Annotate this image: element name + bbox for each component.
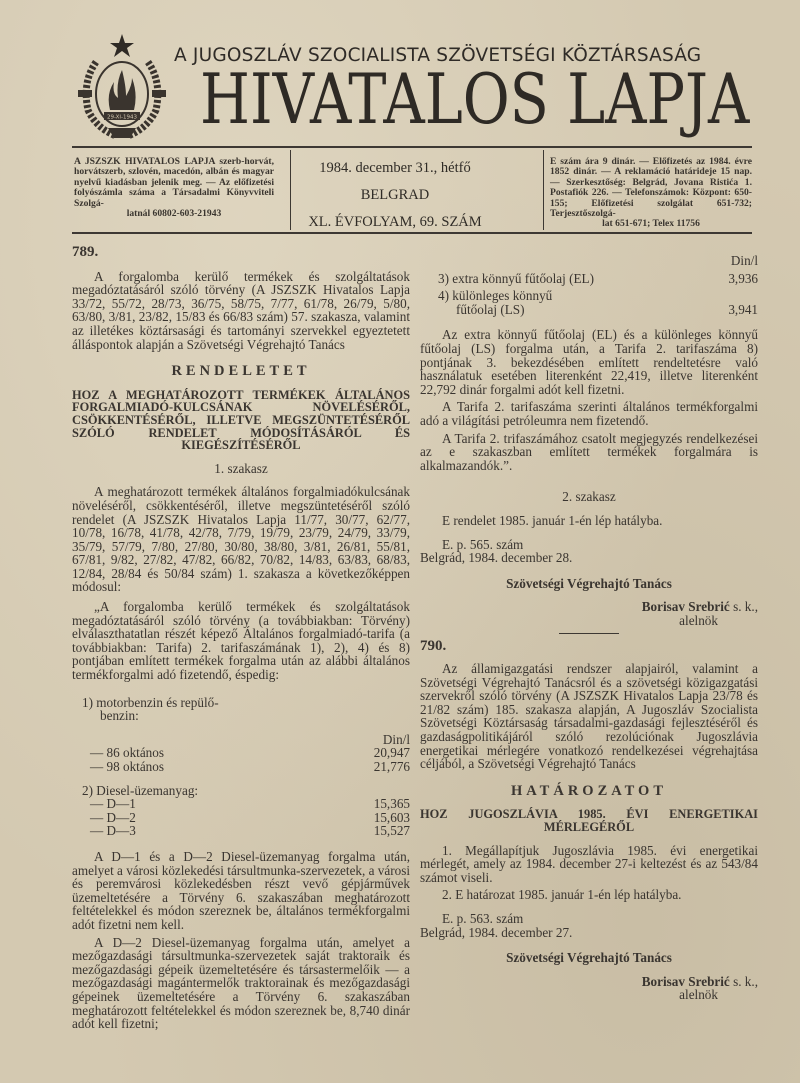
price-row: 4) különleges könnyű fűtőolaj (LS) 3,941 xyxy=(438,288,758,317)
section2-text: E rendelet 1985. január 1-én lép hatályba. xyxy=(442,512,663,528)
section1-text: A meghatározott termékek általános forgalmiadókulcsának növeléséről, csökkentéséről, illetve megszüntetéséről szóló rendelet (A JSZSZK Hivatalos Lapja 11/77, 30/77, 62/77, 10/78, 16/78, 41/78, 42/78, 7/79, 19/79, 23/79, 24/79, 33/79, 35/79, 57/79, 7/80, 27/80, 30/80, 38/80, 3/81, 26/81, 55/81, 67/81, 9/82, 27/82, 47/82, 66/82, 70/82, 14/83, 63/83, 68/83, 12/84, 28/84 és 50/84 szám) 1. szakasza a következőképpen módosul: xyxy=(72,484,410,595)
publication-info: A JSZSZK HIVATALOS LAPJA szerb-horvát, horvátszerb, szlovén, macedón, albán és magyar nyelvű kiadásban jelenik meg. — Az előfizetési folyószámla száma a Társadalmi Könyvviteli Szolgá- latnál 60802-603-21943 xyxy=(74,156,274,220)
item-motorbenzin: 1) motorbenzin és repülő- benzin: xyxy=(82,694,219,724)
left-column xyxy=(72,240,410,1031)
paragraph-petroleum: A Tarifa 2. tarifaszáma szerinti általános termékforgalmi adó a világítási petróleumra nem fizetendő. xyxy=(420,399,758,428)
right-column xyxy=(420,240,758,1002)
document-type-789: RENDELETET xyxy=(171,363,311,380)
svg-text:29-XI-1943: 29-XI-1943 xyxy=(106,114,138,121)
price-row: — 86 oktános 20,947 xyxy=(90,745,410,761)
signature: Borisav Srebrić s. k., xyxy=(641,599,758,615)
masthead-kicker: A JUGOSZLÁV SZOCIALISTA SZÖVETSÉGI KÖZTÁRSASÁG xyxy=(174,45,702,66)
price-contact-info: E szám ára 9 dinár. — Előfizetés az 1984. évre 1852 dinár. — A reklamáció határideje 15 nap. — Szerkesztőség: Belgrád, Jovana Ristića 1. Postafiók 226. — Telefonszámok: Központ: 650-155; Előfizetési szolgálat 651-732; Terjesztőszolgá- lat 651-671; Telex 11756 xyxy=(550,156,752,230)
headline-789: HOZ A MEGHATÁROZOTT TERMÉKEK ÁLTALÁNOS FORGALMIADÓ-KULCSÁNAK NÖVELÉSÉRŐL, CSÖKKENTÉSÉRŐL, ILLETVE MEGSZÜNTETÉSÉRŐL SZÓLÓ RENDELET MÓDOSÍTÁSÁRÓL ÉS KIEGÉSZÍTÉSÉRŐL xyxy=(72,387,410,453)
paragraph-note: A Tarifa 2. trifaszámához csatolt megjegyzés rendelkezései az e szakaszban említett termékek forgalmára is alkalmazandók.”. xyxy=(420,430,758,473)
masthead-title: HIVATALOS LAPJA xyxy=(200,60,750,140)
document-number: 790. xyxy=(420,638,447,655)
separator-rule xyxy=(559,633,619,634)
quote-intro: „A forgalomba kerülő termékek és szolgáltatások megadóztatásáról szóló törvény (a továbbiakban: Törvény) elválaszthatatlan részét képező Általános forgalmiadó-tarifa (a továbbiakban: Tarifa) 2. tarifaszámának 1), 2), 4) és 8) pontjában említett termékek forgalma után az alábbi általános termékforgalmi adó fizetendő, éspedig: xyxy=(72,599,410,683)
signer-title: alelnök xyxy=(679,612,718,628)
issuing-body: Szövetségi Végrehajtó Tanács xyxy=(506,950,672,966)
unit-header: Din/l xyxy=(730,253,758,268)
paragraph-d2: A D—2 Diesel-üzemanyag forgalma után, amelyet a mezőgazdasági társultmunka-szervezetek saját traktoraik és mezőgazdasági gépeik üzemeltetésére és társastermelőik — a mezőgazdasági magántermelők traktorainak és mezőgazdasági gépeinek üzemeltetésére a Törvény 6. szakaszában meghatározott feltételekkel és módon szereznek be, 8,740 dinár adót kell fizetni; xyxy=(72,934,410,1032)
document-type-790: HATÁROZATOT xyxy=(511,782,667,799)
issue-city: BELGRAD xyxy=(360,187,430,203)
signature: Borisav Srebrić s. k., xyxy=(641,973,758,989)
state-emblem-icon xyxy=(76,32,168,146)
preamble-789: A forgalomba kerülő termékek és szolgáltatások megadóztatásáról szóló törvény (A JSZSZK Hivatalos Lapja 33/72, 55/72, 28/73, 36/75, 58/75, 7/77, 61/78, 26/79, 5/80, 63/80, 3/81, 23/82, 15/83 és 66/83 szám) 57. szakasza, valamint az illetékes köztársasági és tartományi szervekkel egyeztetett álláspontok alapján a Szövetségi Végrehajtó Tanács xyxy=(72,268,410,352)
price-row: — D—2 15,603 xyxy=(90,809,410,825)
place-date: Belgrád, 1984. december 28. xyxy=(420,550,573,566)
unit-header: Din/l xyxy=(382,731,410,747)
issue-volume: XL. ÉVFOLYAM, 69. SZÁM xyxy=(308,214,482,230)
masthead-rule-top xyxy=(72,146,752,148)
price-row: — D—1 15,365 xyxy=(90,796,410,812)
place-date: Belgrád, 1984. december 27. xyxy=(420,924,573,940)
point-1: 1. Megállapítjuk Jugoszlávia 1985. évi energetikai mérlegét, amely az 1984. december 27-i keltezést és az 543/84 számot viseli. xyxy=(420,842,758,885)
section-heading: 2. szakasz xyxy=(562,489,616,505)
masthead-divider-right xyxy=(543,150,544,230)
signer-title: alelnök xyxy=(679,987,718,1003)
reference-number: E. p. 563. szám xyxy=(442,910,524,926)
reference-number: E. p. 565. szám xyxy=(442,536,524,552)
preamble-790: Az államigazgatási rendszer alapjairól, valamint a Szövetségi Végrehajtó Tanácsról és a szövetségi közigazgatási szervekről szóló törvény (A JSZSZK Hivatalos Lapja 23/78 és 21/82 szám) 185. szakasza alapján, A Jugoszláv Szocialista Szövetségi Köztársaság társadalmi-gazdasági fejlesztéséről és gazdaságpolitikájáról szóló rezolúciónak Jugoszlávia energetikai mérlegére vonatkozó rendelkezései végrehajtása céljából, a Szövetségi Végrehajtó Tanács xyxy=(420,661,758,772)
section-heading: 1. szakasz xyxy=(214,460,268,476)
issue-info xyxy=(290,160,500,241)
price-row: 3) extra könnyű fűtőolaj (EL) 3,936 xyxy=(438,270,758,286)
issue-date: 1984. december 31., hétfő xyxy=(319,160,471,176)
point-2: 2. E határozat 1985. január 1-én lép hatályba. xyxy=(442,887,682,903)
headline-790: HOZ JUGOSZLÁVIA 1985. ÉVI ENERGETIKAI MÉRLEGÉRŐL xyxy=(420,807,758,834)
issuing-body: Szövetségi Végrehajtó Tanács xyxy=(506,575,672,591)
paragraph-d1-d2: A D—1 és a D—2 Diesel-üzemanyag forgalma után, amelyet a városi közlekedési társultmunka-szervezetek, a városi és peremvárosi közlekedésben részt vevő gépjárművek üzemeltetésére a Törvény 6. szakaszában meghatározott feltételekkel és módon szereznek be, általános termékforgalmi adót fizetni nem kell. xyxy=(72,848,410,932)
price-row: — D—3 15,527 xyxy=(90,823,410,839)
document-number: 789. xyxy=(72,244,99,260)
paragraph-el-ls: Az extra könnyű fűtőolaj (EL) és a különleges könnyű fűtőolaj (LS) forgalma után, a Tarifa 2. tarifaszáma 8) pontjának 3. bekezdésében említett rendeltetésre való használatuk esetében literenként 22,419, illetve literenként 22,792 dinár forgalmi adót kell fizetni. xyxy=(420,327,758,397)
price-row: — 98 oktános 21,776 xyxy=(90,759,410,774)
item-diesel: 2) Diesel-üzemanyag: xyxy=(82,782,199,798)
